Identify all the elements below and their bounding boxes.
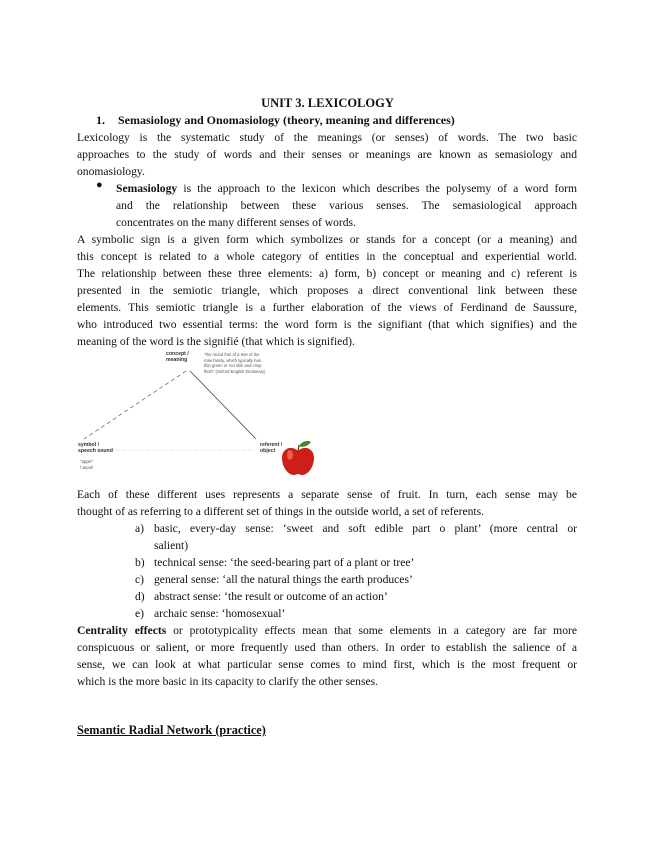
para2-line-7: meaning of the word is the signifié (that which is signified).: [77, 335, 355, 348]
symbol-note-line-1: "apple": [80, 459, 94, 464]
concept-label-line-1: concept /: [166, 351, 189, 357]
para2-line-3: The relationship between these three elements: a) form, b) concept or meaning and c) referent is: [77, 267, 577, 280]
concept-note-line-1: "the round fruit of a tree of the: [204, 352, 260, 357]
concept-referent-link: [190, 371, 256, 439]
section-heading: [96, 112, 455, 129]
symbol-label: [78, 442, 113, 454]
centrality-term: Centrality effects: [77, 624, 167, 637]
centrality-first-line: or prototypicality effects mean that some elements in a category are far more: [166, 624, 577, 637]
centrality-line-4: which is the more basic in its capacity to clarify the other senses.: [77, 675, 379, 688]
referent-label-line-2: object: [260, 448, 276, 454]
symbol-concept-link: [84, 371, 186, 439]
page-title: UNIT 3. LEXICOLOGY: [261, 96, 394, 110]
sense-letter-d: d): [135, 590, 145, 603]
semiotic-triangle-figure: [76, 347, 316, 482]
symbol-label-line-2: speech sound: [78, 448, 113, 454]
concept-note-line-3: thin green or red skin and crisp: [204, 363, 262, 368]
referent-label-line-1: referent /: [260, 442, 283, 448]
bullet-marker: ●: [96, 179, 103, 191]
bullet-first-line: is the approach to the lexicon which describes the polysemy of a word form: [177, 182, 577, 195]
concept-note-line-4: flesh" (Oxford English Dictionary): [204, 368, 266, 374]
section2-heading: Semantic Radial Network (practice): [77, 723, 266, 737]
sense-letter-c: c): [135, 573, 145, 586]
bullet-line-2: and the relationship between these various senses. The semasiological approach: [116, 199, 577, 212]
concept-label-line-2: meaning: [166, 357, 188, 363]
bullet-term: Semasiology: [116, 182, 178, 195]
symbol-label-line-1: symbol /: [78, 442, 100, 448]
para3-line-1: Each of these different uses represents a separate sense of fruit. In turn, each sense may be: [77, 488, 577, 501]
concept-note: [204, 352, 266, 374]
sense-letter-a: a): [135, 522, 145, 535]
para2-line-6: who introduced two essential terms: the word form is the signifiant (that which signifies) and the: [77, 318, 577, 331]
para2-line-4: presented in the semiotic triangle, which proposes a direct conventional link between these: [77, 284, 577, 297]
sense-d-text: abstract sense: ‘the result or outcome of an action’: [154, 590, 388, 603]
concept-label: [166, 351, 189, 363]
apple-image: [282, 441, 314, 475]
section-number: 1.: [96, 113, 105, 127]
triangle-lines: [76, 347, 316, 482]
para2-line-2: this concept is related to a whole category of entities in the conceptual and experiential world.: [77, 250, 577, 263]
intro-line-3: onomasiology.: [77, 165, 145, 178]
para3-line-2: thought of as referring to a different set of things in the outside world, a set of referents.: [77, 505, 485, 518]
bullet-line-1: [116, 180, 577, 197]
concept-note-line-2: rose family, which typically has: [204, 357, 261, 363]
section-heading-text: Semasiology and Onomasiology (theory, meaning and differences): [118, 113, 455, 127]
referent-label: [260, 442, 282, 454]
sense-a-line-2: salient): [154, 539, 189, 552]
centrality-line-2: conspicuous or salient, or more frequently used than others. In order to establish the salience of a: [77, 641, 577, 654]
sense-c-text: general sense: ‘all the natural things the earth produces’: [154, 573, 413, 586]
intro-line-1: Lexicology is the systematic study of the meanings (or senses) of words. The two basic: [77, 131, 577, 144]
sense-letter-b: b): [135, 556, 145, 569]
bullet-line-3: concentrates on the many different senses of words.: [116, 216, 356, 229]
sense-e-text: archaic sense: ‘homosexual’: [154, 607, 286, 620]
para2-line-1: A symbolic sign is a given form which symbolizes or stands for a concept (or a meaning) and: [77, 233, 577, 246]
centrality-line-1: [77, 622, 577, 639]
sense-b-text: technical sense: ‘the seed-bearing part of a plant or tree’: [154, 556, 415, 569]
para2-line-5: elements. This semiotic triangle is a further elaboration of the views of Ferdinand de Saussure,: [77, 301, 577, 314]
sense-a-line-1: basic, every-day sense: ‘sweet and soft edible part o plant’ (more central or: [154, 522, 577, 535]
intro-line-2: approaches to the study of words and their senses or meanings are known as semasiology and: [77, 148, 577, 161]
symbol-note-line-2: /ˈæpəl/: [80, 464, 94, 470]
centrality-line-3: sense, we can look at what particular sense comes to mind first, which is the most frequent or: [77, 658, 577, 671]
sense-letter-e: e): [135, 607, 145, 620]
symbol-note: [80, 459, 93, 470]
